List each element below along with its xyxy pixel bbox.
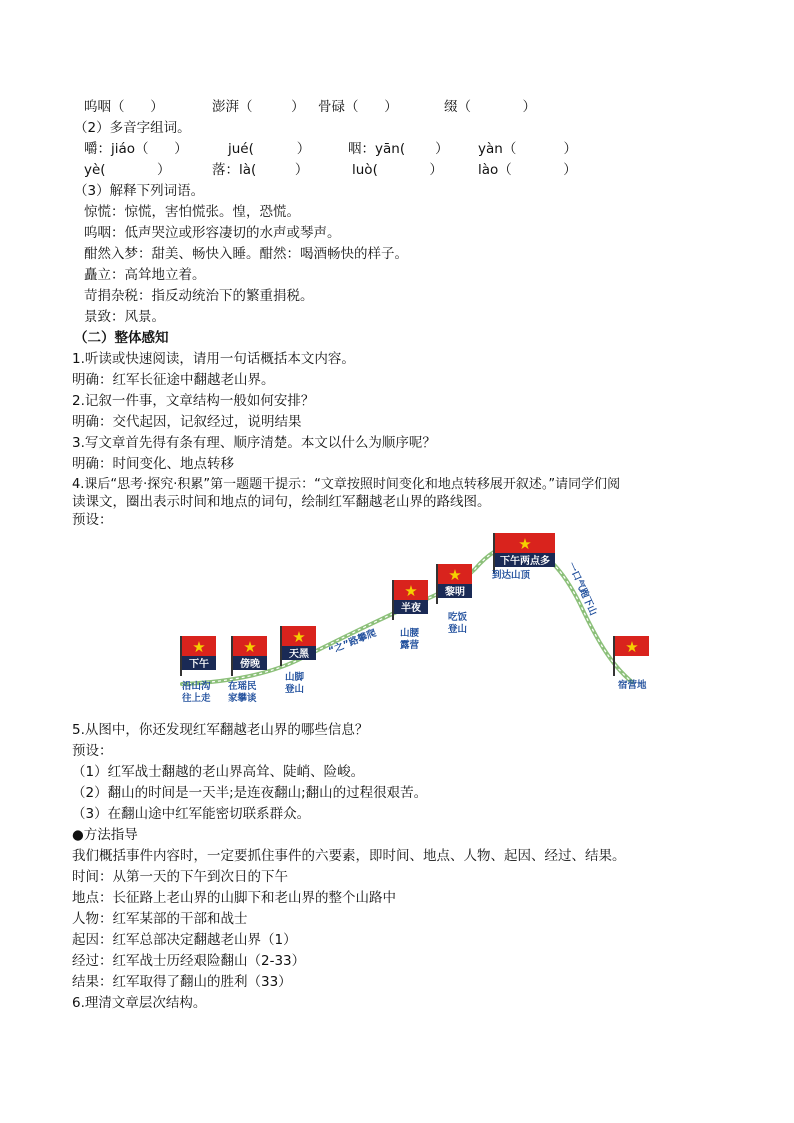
question-line: 2.记叙一件事，文章结构一般如何安排？ bbox=[72, 393, 315, 409]
vocab-item-1: 呜咽（ ） bbox=[84, 99, 164, 115]
star-icon: ★ bbox=[243, 638, 257, 656]
explain-item: 景致：风景。 bbox=[84, 309, 165, 325]
flag-pole bbox=[280, 626, 282, 666]
method-intro: 我们概括事件内容时，一定要抓住事件的六要素，即时间、地点、人物、起因、经过、结果。 bbox=[72, 848, 626, 864]
flag-place-label: 山腰 bbox=[400, 628, 420, 639]
flag-place-label: 山脚 bbox=[285, 672, 305, 683]
preset-label-2: 预设： bbox=[72, 743, 113, 759]
method-heading: ●方法指导 bbox=[72, 827, 138, 843]
route-diagram bbox=[170, 524, 660, 714]
question-line: 1.听读或快速阅读，请用一句话概括本文内容。 bbox=[72, 351, 355, 367]
question-4-line2: 读课文，圈出表示时间和地点的词句，绘制红军翻越老山界的路线图。 bbox=[72, 494, 491, 510]
route-flag bbox=[180, 636, 216, 704]
flag-place-label: 往上走 bbox=[182, 693, 211, 704]
path-note-up: “之”路攀爬 bbox=[327, 627, 378, 657]
flag-place-label: 登山 bbox=[448, 624, 468, 635]
star-icon: ★ bbox=[404, 582, 418, 600]
polyphone-row1-item4: yàn（ ） bbox=[478, 141, 578, 157]
element-line: 结果：红军取得了翻山的胜利（33） bbox=[72, 974, 292, 990]
star-icon: ★ bbox=[448, 566, 462, 584]
explain-item: 惊慌：惊慌，害怕慌张。惶，恐慌。 bbox=[84, 204, 300, 220]
element-line: 时间：从第一天的下午到次日的下午 bbox=[72, 869, 288, 885]
flag-time-label: 黎明 bbox=[445, 587, 465, 598]
flag-place-label: 到达山顶 bbox=[492, 570, 531, 581]
polyphone-row2-item4: lào（ ） bbox=[478, 162, 577, 178]
flag-pole bbox=[493, 533, 495, 573]
vocab-item-3: 骨碌（ ） bbox=[318, 99, 398, 115]
question-4-line1: 4.课后“思考·探究·积累”第一题题干提示：“文章按照时间变化和地点转移展开叙述。”请同学们阅 bbox=[72, 477, 621, 492]
star-icon: ★ bbox=[192, 638, 206, 656]
element-line: 人物：红军某部的干部和战士 bbox=[72, 911, 248, 927]
section-heading-overall: （二）整体感知 bbox=[74, 330, 169, 346]
flag-time-label: 天黑 bbox=[289, 649, 309, 660]
answer-line: 明确：红军长征途中翻越老山界。 bbox=[72, 372, 275, 388]
flag-place-label: 沿山沟 bbox=[182, 681, 211, 692]
answer-item: （3）在翻山途中红军能密切联系群众。 bbox=[72, 806, 311, 822]
path-note-down: 一口气跑下山 bbox=[565, 560, 599, 618]
star-icon: ★ bbox=[518, 535, 532, 553]
route-flag bbox=[228, 636, 267, 704]
flag-place-label: 露营 bbox=[400, 640, 420, 651]
answer-line: 明确：时间变化、地点转移 bbox=[72, 456, 234, 472]
element-line: 起因：红军总部决定翻越老山界（1） bbox=[72, 932, 297, 948]
polyphone-row2-item3: luò( ） bbox=[352, 162, 443, 178]
star-icon: ★ bbox=[625, 638, 639, 656]
route-flag bbox=[613, 636, 649, 691]
explain-heading: （3）解释下列词语。 bbox=[74, 183, 205, 199]
vocab-item-2: 澎湃（ ） bbox=[212, 99, 305, 115]
flag-pole bbox=[180, 636, 182, 676]
polyphone-row1-item3: 咽：yān( ） bbox=[348, 141, 449, 157]
flag-pole bbox=[436, 564, 438, 604]
answer-item: （1）红军战士翻越的老山界高耸、陡峭、险峻。 bbox=[72, 764, 365, 780]
flag-pole bbox=[392, 580, 394, 620]
flag-time-label: 下午 bbox=[189, 659, 209, 670]
polyphone-heading: （2）多音字组词。 bbox=[74, 120, 191, 136]
polyphone-row1-item2: jué( ） bbox=[228, 141, 311, 157]
route-flag bbox=[492, 533, 555, 581]
explain-item: 矗立：高耸地立着。 bbox=[84, 267, 206, 283]
flag-pole bbox=[231, 636, 233, 676]
flag-place-label: 登山 bbox=[285, 684, 305, 695]
explain-item: 苛捐杂税：指反动统治下的繁重捐税。 bbox=[84, 288, 314, 304]
answer-line: 明确：交代起因，记叙经过，说明结果 bbox=[72, 414, 302, 430]
explain-item: 酣然入梦：甜美、畅快入睡。酣然：喝酒畅快的样子。 bbox=[84, 246, 408, 262]
star-icon: ★ bbox=[292, 628, 306, 646]
question-6: 6.理清文章层次结构。 bbox=[72, 995, 207, 1011]
answer-item: （2）翻山的时间是一天半;是连夜翻山;翻山的过程很艰苦。 bbox=[72, 785, 428, 801]
flag-time-label: 半夜 bbox=[401, 603, 421, 614]
question-line: 3.写文章首先得有条有理、顺序清楚。本文以什么为顺序呢？ bbox=[72, 435, 436, 451]
route-flag bbox=[392, 580, 428, 651]
polyphone-row1-item1: 嚼：jiáo（ ） bbox=[84, 141, 188, 157]
polyphone-row2-item1: yè( ） bbox=[84, 162, 171, 178]
flag-pole bbox=[613, 636, 615, 676]
element-line: 经过：红军战士历经艰险翻山（2-33） bbox=[72, 953, 306, 969]
element-line: 地点：长征路上老山界的山脚下和老山界的整个山路中 bbox=[72, 890, 396, 906]
flag-time-label: 傍晚 bbox=[240, 659, 260, 670]
flag-time-label: 下午两点多 bbox=[500, 556, 550, 567]
explain-item: 呜咽：低声哭泣或形容凄切的水声或琴声。 bbox=[84, 225, 341, 241]
flags-layer bbox=[180, 533, 649, 704]
flag-place-label: 吃饭 bbox=[448, 612, 468, 623]
polyphone-row2-item2: 落：là( ） bbox=[212, 162, 309, 178]
flag-place-label: 宿营地 bbox=[618, 680, 647, 691]
flag-place-label: 在瑶民 bbox=[228, 681, 257, 692]
question-5: 5.从图中，你还发现红军翻越老山界的哪些信息？ bbox=[72, 722, 369, 738]
vocab-item-4: 缀（ ） bbox=[444, 99, 536, 115]
flag-place-label: 家攀谈 bbox=[228, 693, 257, 704]
preset-label: 预设： bbox=[72, 512, 113, 528]
route-flag bbox=[436, 564, 472, 635]
